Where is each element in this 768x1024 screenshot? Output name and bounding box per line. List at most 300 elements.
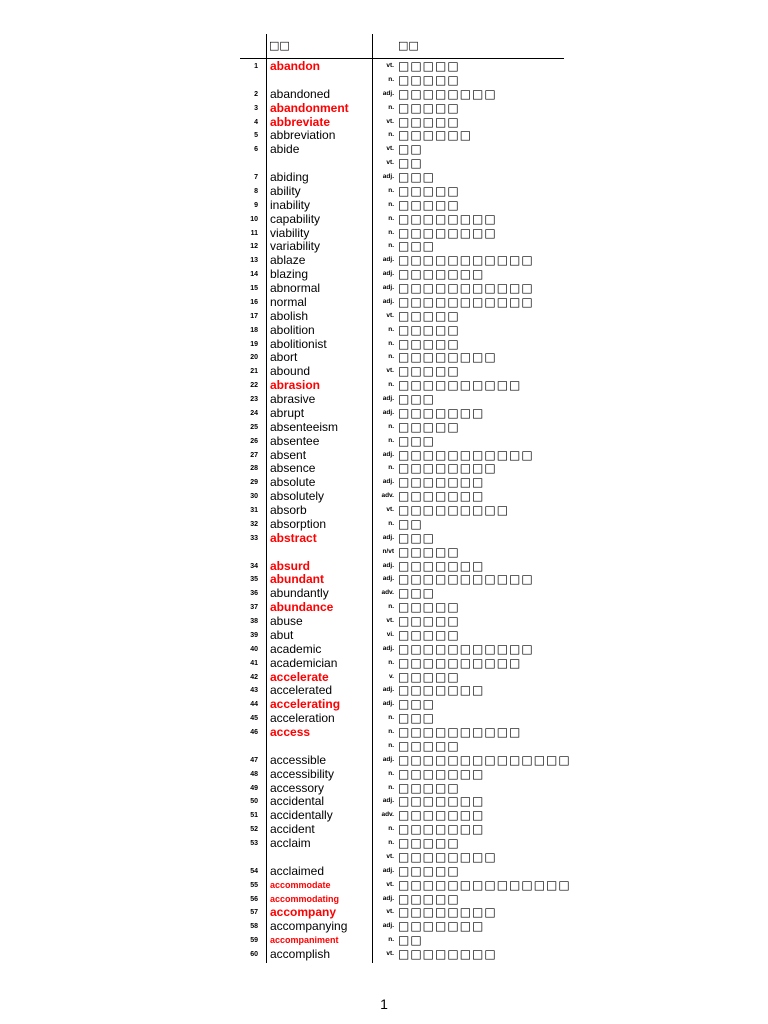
vocab-word: academic: [270, 641, 322, 656]
row-number: 22: [250, 382, 258, 390]
row-number: 6: [254, 146, 258, 154]
definition: □□□□□□□□□□□□□□: [398, 877, 571, 892]
part-of-speech: adj.: [382, 173, 394, 180]
part-of-speech: adj.: [382, 866, 394, 874]
definition: □□□□□□□□: [398, 86, 497, 101]
row-number: 11: [250, 229, 258, 237]
vocab-word: accelerating: [270, 697, 341, 712]
definition: □□□□□: [398, 183, 460, 198]
definition: □□□□□□□: [398, 267, 485, 282]
table-row: [240, 420, 564, 434]
part-of-speech: n.: [388, 381, 394, 389]
row-number: 7: [254, 174, 258, 181]
row-number: 60: [250, 951, 258, 958]
row-number: 16: [250, 298, 258, 306]
vocab-word: absenteeism: [270, 419, 339, 434]
definition: □□: [398, 516, 423, 531]
table-row: [240, 198, 564, 212]
definition: □□□□□□□□□□□: [398, 641, 534, 656]
part-of-speech: n.: [388, 200, 394, 208]
table-row: [240, 128, 564, 142]
vocab-word: normal: [270, 294, 307, 309]
table-row: [240, 877, 571, 892]
part-of-speech: vt.: [386, 950, 394, 957]
table-row: [240, 545, 564, 559]
definition: □□□□□□□: [398, 683, 485, 698]
part-of-speech: vt.: [386, 159, 394, 167]
row-number: 49: [250, 784, 258, 792]
part-of-speech: adv.: [381, 492, 394, 500]
part-of-speech: n.: [388, 353, 394, 361]
table-row: [240, 323, 564, 337]
vocab-word: abstract: [270, 530, 317, 545]
part-of-speech: vt.: [386, 852, 394, 860]
definition: □□□□□: [398, 114, 460, 129]
part-of-speech: n.: [388, 936, 394, 944]
table-row: [240, 337, 564, 351]
table-row: [240, 586, 564, 600]
table-row: [240, 434, 564, 448]
part-of-speech: vt.: [386, 908, 394, 916]
table-row: [240, 559, 564, 573]
vocab-word: abundantly: [270, 586, 329, 601]
table-row: [240, 517, 564, 531]
row-number: 3: [254, 104, 258, 112]
part-of-speech: n.: [388, 75, 394, 83]
definition: □□□□□□□□□□□: [398, 572, 534, 587]
table-row: [240, 670, 564, 684]
row-number: 41: [250, 659, 258, 667]
table-row: [240, 822, 564, 836]
part-of-speech: n.: [388, 325, 394, 333]
part-of-speech: adj.: [382, 297, 394, 305]
definition: □□□: [398, 239, 436, 254]
definition: □□□□□□□□□□: [398, 725, 522, 739]
vocab-word: blazing: [270, 267, 309, 282]
table-row: [240, 683, 564, 697]
row-number: 2: [254, 90, 258, 98]
table-row: [240, 142, 564, 156]
vocab-word: abuse: [270, 614, 303, 628]
table-row: [240, 905, 564, 919]
definition: □□□□□: [398, 100, 460, 115]
definition: □□□□□□□: [398, 766, 485, 781]
table-row: [240, 212, 564, 226]
definition: □□□□□□□□□: [398, 503, 510, 517]
vocab-word: accelerated: [270, 683, 333, 698]
row-number: 46: [250, 729, 258, 736]
definition: □□□: [398, 433, 436, 448]
vocabulary-rows: [240, 59, 571, 961]
definition: □□□□□: [398, 891, 460, 906]
part-of-speech: adj.: [382, 256, 394, 264]
row-number: 45: [250, 715, 258, 723]
vocab-word: absorb: [270, 503, 307, 517]
part-of-speech: adj.: [382, 395, 394, 402]
part-of-speech: vt.: [386, 367, 394, 375]
part-of-speech: n.: [388, 464, 394, 472]
row-number: 35: [250, 576, 258, 584]
row-number: 23: [250, 396, 258, 403]
row-number: 30: [250, 493, 258, 501]
vocab-word: abound: [270, 364, 311, 379]
definition: □□□□□□□□□□□: [398, 447, 534, 462]
definition: □□□□□□□□□□□: [398, 253, 534, 268]
row-number: 29: [250, 479, 258, 487]
row-number: 52: [250, 826, 258, 834]
part-of-speech: adj.: [382, 797, 394, 805]
definition: □□□□□□□□: [398, 905, 497, 920]
definition: □□□□□□□: [398, 558, 485, 573]
row-number: 43: [250, 687, 258, 695]
part-of-speech: n.: [388, 228, 394, 236]
vocab-word: abolition: [270, 322, 315, 337]
table-row: [240, 392, 564, 406]
row-number: 58: [250, 923, 258, 931]
table-row: [240, 572, 564, 586]
table-row: [240, 239, 564, 253]
vocab-word: academician: [270, 655, 338, 670]
table-row: [240, 350, 564, 364]
part-of-speech: n.: [388, 131, 394, 139]
vocab-word: absent: [270, 447, 307, 462]
row-number: 36: [250, 590, 258, 598]
table-row: [240, 933, 564, 947]
row-number: 53: [250, 840, 258, 847]
definition: □□□□□: [398, 780, 460, 795]
table-row: [240, 406, 564, 420]
part-of-speech: adj.: [382, 922, 394, 930]
part-of-speech: n.: [388, 603, 394, 611]
part-of-speech: vi.: [386, 630, 394, 638]
vocab-word: ablaze: [270, 253, 306, 268]
row-number: 1: [254, 63, 258, 70]
definition: □□□□□□□: [398, 475, 485, 490]
definition: □□□: [398, 711, 436, 726]
row-number: 25: [250, 423, 258, 431]
header-word-label: □□: [269, 39, 290, 52]
table-row: [240, 864, 564, 878]
part-of-speech: vt.: [386, 617, 394, 624]
header-definition-label: □□: [398, 39, 419, 52]
row-number: 17: [250, 312, 258, 320]
table-row: [240, 475, 564, 489]
definition: □□□□□□□□: [398, 225, 497, 240]
row-number: 31: [250, 507, 258, 514]
definition: □□□□□□□□□□□: [398, 281, 534, 295]
table-row: [240, 503, 564, 517]
definition: □□□□□□□□: [398, 461, 497, 476]
vocab-word: abundance: [270, 600, 334, 615]
table-row: [240, 656, 564, 670]
row-number: 42: [250, 673, 258, 681]
definition: □□□□□: [398, 614, 460, 628]
table-row: [240, 184, 564, 198]
part-of-speech: vt.: [386, 117, 394, 125]
row-number: 13: [250, 257, 258, 265]
row-number: 40: [250, 645, 258, 653]
row-number: 32: [250, 520, 258, 528]
table-row: [240, 461, 564, 475]
vocab-word: viability: [270, 225, 310, 240]
vocab-word: accompanying: [270, 919, 348, 934]
vocab-word: abrupt: [270, 405, 305, 420]
table-row: [240, 600, 564, 614]
definition: □□□□□□□: [398, 405, 485, 420]
vocab-word: accessory: [270, 780, 325, 795]
table-row: [240, 628, 564, 642]
part-of-speech: n.: [388, 103, 394, 111]
table-row: [240, 947, 564, 961]
vocab-word: abiding: [270, 170, 309, 184]
table-row: [240, 836, 564, 850]
part-of-speech: n.: [388, 519, 394, 527]
row-number: 48: [250, 770, 258, 778]
part-of-speech: n.: [388, 339, 394, 347]
vocab-word: absurd: [270, 558, 311, 573]
row-number: 21: [250, 368, 258, 376]
part-of-speech: n.: [388, 825, 394, 833]
definition: □□□□□: [398, 72, 460, 87]
vocab-word: access: [270, 725, 311, 739]
part-of-speech: n.: [388, 839, 394, 846]
part-of-speech: n.: [388, 242, 394, 250]
definition: □□: [398, 142, 423, 157]
part-of-speech: vt.: [386, 880, 394, 888]
part-of-speech: adv.: [381, 589, 394, 597]
row-number: 51: [250, 812, 258, 820]
part-of-speech: adj.: [382, 561, 394, 569]
table-row: [240, 642, 564, 656]
row-number: 37: [250, 604, 258, 612]
table-row: [240, 73, 564, 87]
definition: □□□□□□□: [398, 794, 485, 809]
row-number: 33: [250, 534, 258, 542]
vocab-word: accessibility: [270, 766, 335, 781]
definition: □□□□□: [398, 364, 460, 379]
definition: □□□□□□□□□□□: [398, 294, 534, 309]
definition: □□□□□: [398, 59, 460, 73]
vocab-word: accompany: [270, 905, 337, 920]
row-number: 50: [250, 798, 258, 806]
part-of-speech: n.: [388, 214, 394, 222]
row-number: 38: [250, 618, 258, 625]
row-number: 57: [250, 909, 258, 917]
part-of-speech: adv.: [381, 811, 394, 819]
row-number: 12: [250, 243, 258, 251]
definition: □□: [398, 156, 423, 171]
table-row: [240, 531, 564, 545]
table-row: [240, 87, 564, 101]
vocab-word: abandon: [270, 59, 320, 73]
vocab-word: absentee: [270, 433, 320, 448]
part-of-speech: vt.: [386, 506, 394, 513]
vocab-word: variability: [270, 239, 321, 254]
part-of-speech: adj.: [382, 755, 394, 763]
table-row: [240, 101, 564, 115]
table-row: [240, 850, 564, 864]
row-number: 4: [254, 118, 258, 126]
vocab-word: accidentally: [270, 808, 333, 823]
vocab-word: accomplish: [270, 947, 331, 961]
page-number: 1: [380, 996, 388, 1012]
table-row: [240, 697, 564, 711]
definition: □□□□□: [398, 197, 460, 212]
row-number: 14: [250, 271, 258, 279]
part-of-speech: vt.: [386, 145, 394, 153]
definition: □□□□□□□□□□: [398, 378, 522, 393]
table-header: [240, 34, 564, 59]
vocab-word: abbreviation: [270, 128, 336, 143]
definition: □□□: [398, 697, 436, 712]
table-row: [240, 808, 564, 822]
vocab-word: abrasive: [270, 392, 316, 406]
vocab-word: abundant: [270, 572, 324, 587]
part-of-speech: n.: [388, 658, 394, 666]
part-of-speech: adj.: [382, 700, 394, 708]
definition: □□□□□: [398, 419, 460, 434]
row-number: 28: [250, 465, 258, 473]
definition: □□□□□: [398, 322, 460, 337]
row-number: 47: [250, 756, 258, 764]
table-row: [240, 614, 564, 628]
vocab-word: absence: [270, 461, 316, 476]
vocab-word: abide: [270, 142, 300, 157]
table-row: [240, 156, 564, 170]
part-of-speech: n/vt: [382, 547, 394, 555]
row-number: 34: [250, 562, 258, 570]
vocab-word: abandoned: [270, 86, 331, 101]
definition: □□□□□□: [398, 128, 473, 143]
definition: □□□□□: [398, 627, 460, 642]
part-of-speech: n.: [388, 422, 394, 430]
row-number: 39: [250, 631, 258, 639]
table-row: [240, 892, 564, 906]
vocab-word: acclaimed: [270, 863, 325, 878]
vocab-word: abut: [270, 627, 294, 642]
definition: □□: [398, 933, 423, 948]
table-row: [240, 725, 564, 739]
part-of-speech: adj.: [382, 894, 394, 902]
definition: □□□: [398, 586, 436, 601]
table-row: [240, 253, 564, 267]
table-row: [240, 448, 564, 462]
vocab-word: accommodating: [270, 893, 340, 904]
part-of-speech: adj.: [382, 270, 394, 278]
table-row: [240, 170, 564, 184]
part-of-speech: n.: [388, 714, 394, 722]
row-number: 19: [250, 340, 258, 348]
part-of-speech: adj.: [382, 89, 394, 97]
vocab-word: accessible: [270, 752, 327, 767]
row-number: 55: [250, 881, 258, 889]
definition: □□□□□□□□: [398, 849, 497, 864]
part-of-speech: adj.: [382, 478, 394, 486]
vocab-word: accommodate: [270, 879, 331, 890]
definition: □□□□□: [398, 863, 460, 878]
table-row: [240, 309, 564, 323]
part-of-speech: adj.: [382, 533, 394, 541]
vocab-word: accompaniment: [270, 935, 339, 946]
part-of-speech: adj.: [382, 408, 394, 416]
vocab-word: abbreviate: [270, 114, 331, 129]
part-of-speech: adj.: [382, 575, 394, 583]
row-number: 27: [250, 451, 258, 459]
vocab-word: accelerate: [270, 669, 329, 684]
table-row: [240, 489, 564, 503]
table-row: [240, 59, 564, 73]
table-row: [240, 739, 564, 753]
row-number: 15: [250, 285, 258, 292]
definition: □□□: [398, 170, 436, 184]
definition: □□□□□: [398, 738, 460, 753]
vocab-word: abandonment: [270, 100, 349, 115]
table-row: [240, 281, 564, 295]
part-of-speech: adj.: [382, 450, 394, 458]
part-of-speech: adj.: [382, 686, 394, 694]
table-row: [240, 919, 564, 933]
definition: □□□□□: [398, 669, 460, 684]
definition: □□□□□: [398, 836, 460, 850]
row-number: 5: [254, 132, 258, 140]
vocab-word: ability: [270, 183, 301, 198]
vocab-word: abrasion: [270, 378, 321, 393]
definition: □□□□□: [398, 308, 460, 323]
row-number: 26: [250, 437, 258, 445]
part-of-speech: n.: [388, 186, 394, 194]
part-of-speech: vt.: [386, 62, 394, 69]
vocab-word: absorption: [270, 516, 327, 531]
definition: □□□□□□□: [398, 808, 485, 823]
row-number: 8: [254, 187, 258, 195]
definition: □□□□□: [398, 336, 460, 351]
definition: □□□□□□□□: [398, 211, 497, 226]
row-number: 9: [254, 201, 258, 209]
part-of-speech: v.: [389, 672, 394, 680]
row-number: 54: [250, 867, 258, 875]
table-row: [240, 364, 564, 378]
vocab-word: abort: [270, 350, 298, 365]
part-of-speech: n.: [388, 741, 394, 749]
definition: □□□: [398, 530, 436, 545]
part-of-speech: vt.: [386, 311, 394, 319]
vocabulary-sheet: [240, 34, 571, 961]
table-row: [240, 226, 564, 240]
definition: □□□□□□□□: [398, 350, 497, 365]
vocab-word: abolitionist: [270, 336, 327, 351]
table-row: [240, 295, 564, 309]
vocab-word: acclaim: [270, 836, 311, 850]
vocab-word: absolute: [270, 475, 316, 490]
definition: □□□□□□□□□□□□□□: [398, 752, 571, 767]
definition: □□□□□: [398, 544, 460, 559]
part-of-speech: n.: [388, 728, 394, 735]
table-row: [240, 767, 564, 781]
table-row: [240, 752, 571, 767]
row-number: 56: [250, 895, 258, 903]
part-of-speech: n.: [388, 783, 394, 791]
vocab-word: absolutely: [270, 489, 325, 504]
table-row: [240, 711, 564, 725]
part-of-speech: adj.: [382, 644, 394, 652]
table-row: [240, 781, 564, 795]
row-number: 18: [250, 326, 258, 334]
vocab-word: abnormal: [270, 281, 321, 295]
vocab-word: capability: [270, 211, 321, 226]
definition: □□□□□□□□□□: [398, 655, 522, 670]
table-row: [240, 115, 564, 129]
part-of-speech: adj.: [382, 284, 394, 291]
